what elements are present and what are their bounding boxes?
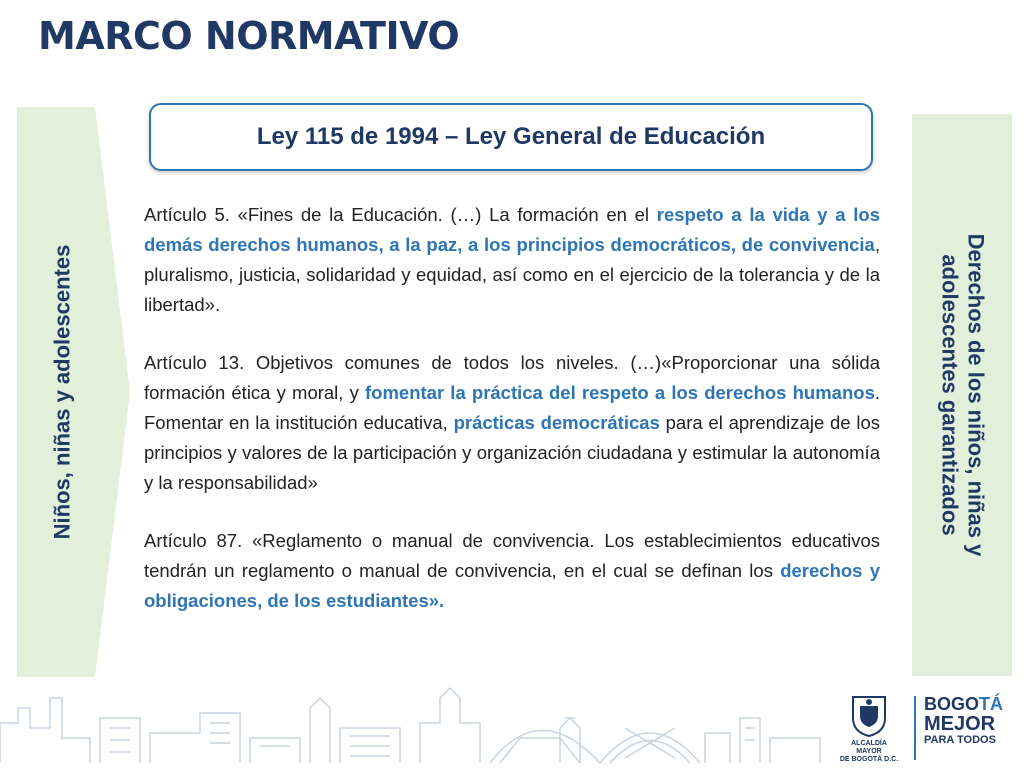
highlighted-text: respeto a la vida y a los demás derechos humanos, a la paz, a los principios democráticos, de convivencia — [144, 204, 880, 255]
article-5 — [144, 200, 880, 320]
highlighted-text: fomentar la práctica del respeto a los derechos humanos — [365, 382, 875, 403]
bogota-prefix: BOGO — [924, 694, 980, 714]
article-13 — [144, 348, 880, 498]
article-text: , pluralismo, justicia, solidaridad y equidad, así como en el ejercicio de la tolerancia y de la libertad». — [144, 234, 880, 315]
article-87 — [144, 526, 880, 616]
articles-content — [144, 200, 880, 644]
logos-area — [838, 690, 1024, 768]
left-band-text: Niños, niñas y adolescentes — [49, 244, 75, 540]
alcaldia-label — [838, 740, 900, 764]
mejor-text: MEJOR — [924, 713, 996, 735]
bogota-mejor-logo — [924, 694, 1003, 746]
right-band — [912, 114, 1012, 676]
right-band-line2: adolescentes garantizados — [937, 254, 963, 536]
article-text: para el aprendizaje de los principios y valores de la participación y organización ciudadana y estimular la autonomía y la responsabilidad» — [144, 412, 880, 493]
article-text: Artículo 5. «Fines de la Educación. (…) La formación en el — [144, 204, 657, 225]
left-band-label — [17, 107, 107, 677]
article-text: Artículo 13. Objetivos comunes de todos los niveles. (…)«Proporcionar una sólida formación ética y moral, y — [144, 352, 880, 403]
article-text: . Fomentar en la institución educativa, — [144, 382, 880, 433]
highlighted-text: derechos y obligaciones, de los estudiantes». — [144, 560, 880, 611]
bogota-accent: TÁ — [979, 694, 1004, 714]
alcaldia-line1: ALCALDÍA MAYOR — [851, 740, 887, 755]
bogota-coat-of-arms-icon — [850, 694, 888, 738]
page-title: MARCO NORMATIVO — [38, 14, 460, 58]
article-text: Artículo 87. «Reglamento o manual de convivencia. Los establecimientos educativos tendrán un reglamento o manual de convivencia, en el cual se definan los — [144, 530, 880, 581]
right-band-line1: Derechos de los niños, niñas y — [963, 233, 989, 557]
alcaldia-line2: DE BOGOTÁ D.C. — [839, 756, 899, 763]
logo-divider — [914, 696, 916, 760]
right-band-label — [936, 234, 988, 557]
law-title-box — [149, 103, 873, 171]
highlighted-text: prácticas democráticas — [453, 412, 660, 433]
para-todos-text: PARA TODOS — [924, 734, 996, 746]
law-title: Ley 115 de 1994 – Ley General de Educación — [256, 123, 766, 150]
